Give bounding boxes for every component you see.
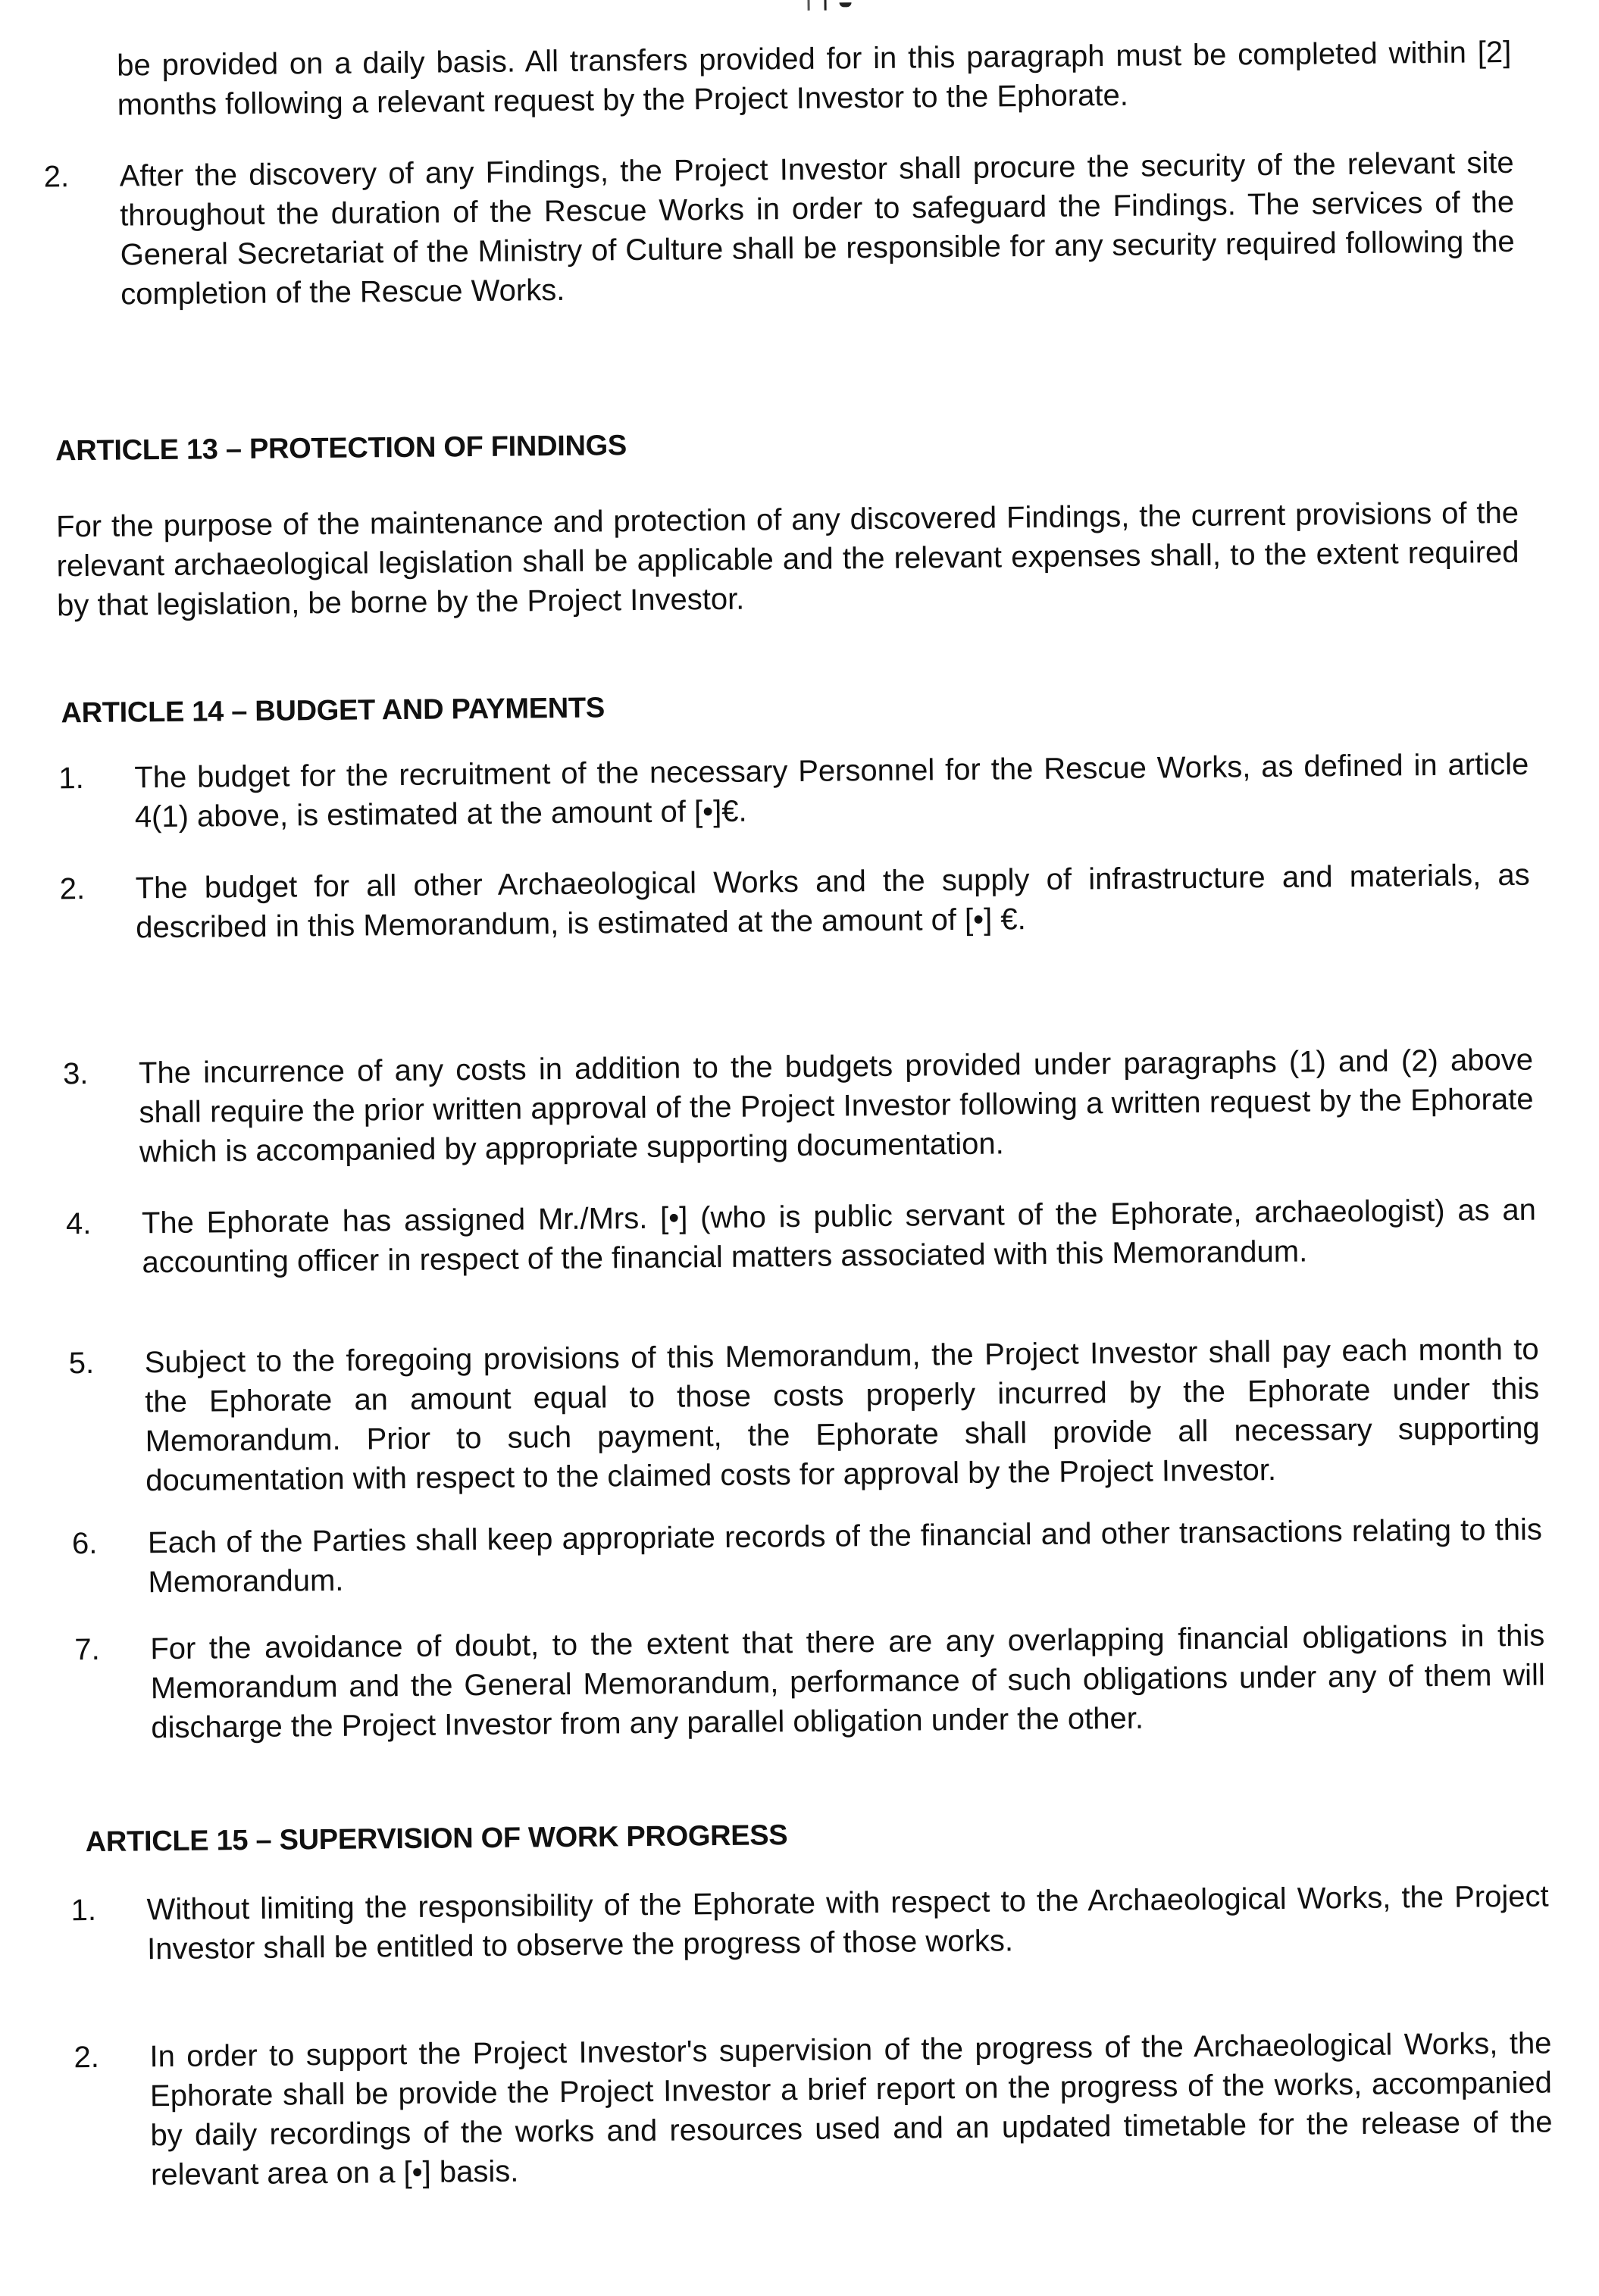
item-text: The incurrence of any costs in addition to the budgets provided under paragraphs (1) and (2) above shall require the prior written approval of the Project Investor following a written request by the Ephorate which is accompanied by appropriate supporting documentation. — [138, 1043, 1534, 1169]
mark-stroke — [807, 0, 809, 11]
item-number: 1. — [70, 1893, 97, 1928]
item-text: Subject to the foregoing provisions of this Memorandum, the Project Investor shall pay each month to the Ephorate an amount equal to those costs properly incurred by the Ephorate under this Memorandum. Prior to such payment, the Ephorate shall provide all necessary supporting documentation with respect to the claimed costs for approval by the Project Investor. — [144, 1332, 1540, 1498]
page-number-mark — [807, 0, 853, 14]
article15-item-2 — [74, 2024, 1553, 2195]
article14-item-2 — [59, 856, 1530, 948]
mark-stroke — [824, 0, 826, 11]
item-number: 2. — [43, 160, 70, 194]
item-text: The budget for all other Archaeological Works and the supply of infrastructure and materials, as described in this Memorandum, is estimated at the amount of [•] €. — [135, 858, 1530, 945]
paragraph-text: be provided on a daily basis. All transfers provided for in this paragraph must be completed within [2] months following a relevant request by the Project Investor to the Ephorate. — [117, 35, 1512, 122]
item-text: Without limiting the responsibility of the Ephorate with respect to the Archaeological Works, the Project Investor shall be entitled to observe the progress of those works. — [146, 1879, 1549, 1966]
article15-heading: ARTICLE 15 – SUPERVISION OF WORK PROGRESS — [85, 1819, 788, 1859]
item-text: After the discovery of any Findings, the Project Investor shall procure the security of the relevant site throughout the duration of the Rescue Works in order to safeguard the Findings. The services of the General Secretariat of the Ministry of Culture shall be responsible for any security required following the completion of the Rescue Works. — [119, 145, 1515, 311]
article12-item-2 — [43, 143, 1515, 314]
item-text: Each of the Parties shall keep appropriate records of the financial and other transactions relating to this Memorandum. — [147, 1512, 1543, 1600]
paragraph-text: For the purpose of the maintenance and protection of any discovered Findings, the current provisions of the relevant archaeological legislation shall be applicable and the relevant expenses shall, to the extent required by that legislation, be borne by the Project Investor. — [55, 496, 1519, 623]
item-number: 5. — [68, 1346, 95, 1381]
item-text: For the avoidance of doubt, to the extent that there are any overlapping financial obligations in this Memorandum and the General Memorandum, performance of such obligations under any of them will discharge the Project Investor from any parallel obligation under the other. — [150, 1619, 1545, 1745]
item-number: 3. — [62, 1057, 89, 1091]
item-text: The Ephorate has assigned Mr./Mrs. [•] (who is public servant of the Ephorate, archaeologist) as an accounting officer in respect of the financial matters associated with this Memorandum. — [141, 1193, 1537, 1280]
article13-paragraph — [56, 493, 1519, 626]
article14-heading: ARTICLE 14 – BUDGET AND PAYMENTS — [61, 692, 605, 730]
article14-item-6 — [71, 1510, 1543, 1603]
article14-item-7 — [74, 1616, 1545, 1748]
mark-stroke — [840, 2, 852, 7]
article13-heading: ARTICLE 13 – PROTECTION OF FINDINGS — [55, 430, 627, 468]
item-number: 2. — [59, 872, 86, 906]
article14-item-5 — [68, 1330, 1540, 1501]
item-number: 4. — [65, 1206, 92, 1241]
item-number: 7. — [74, 1632, 100, 1667]
article15-item-1 — [70, 1877, 1549, 1969]
item-text: The budget for the recruitment of the necessary Personnel for the Rescue Works, as defined in article 4(1) above, is estimated at the amount of [•]€. — [134, 747, 1529, 834]
article14-item-3 — [62, 1040, 1534, 1172]
item-number: 1. — [58, 762, 84, 796]
item-number: 2. — [74, 2040, 100, 2075]
item-text: In order to support the Project Investor's supervision of the progress of the Archaeological Works, the Ephorate shall be provide the Project Investor a brief report on the progress of the works, accompanied by daily recordings of the works and resources used and an updated timetable for the release of the relevant area on a [•] basis. — [149, 2026, 1553, 2192]
article14-item-1 — [58, 745, 1529, 837]
item-number: 6. — [71, 1526, 98, 1561]
article14-item-4 — [65, 1190, 1537, 1283]
continuation-paragraph — [117, 33, 1512, 125]
